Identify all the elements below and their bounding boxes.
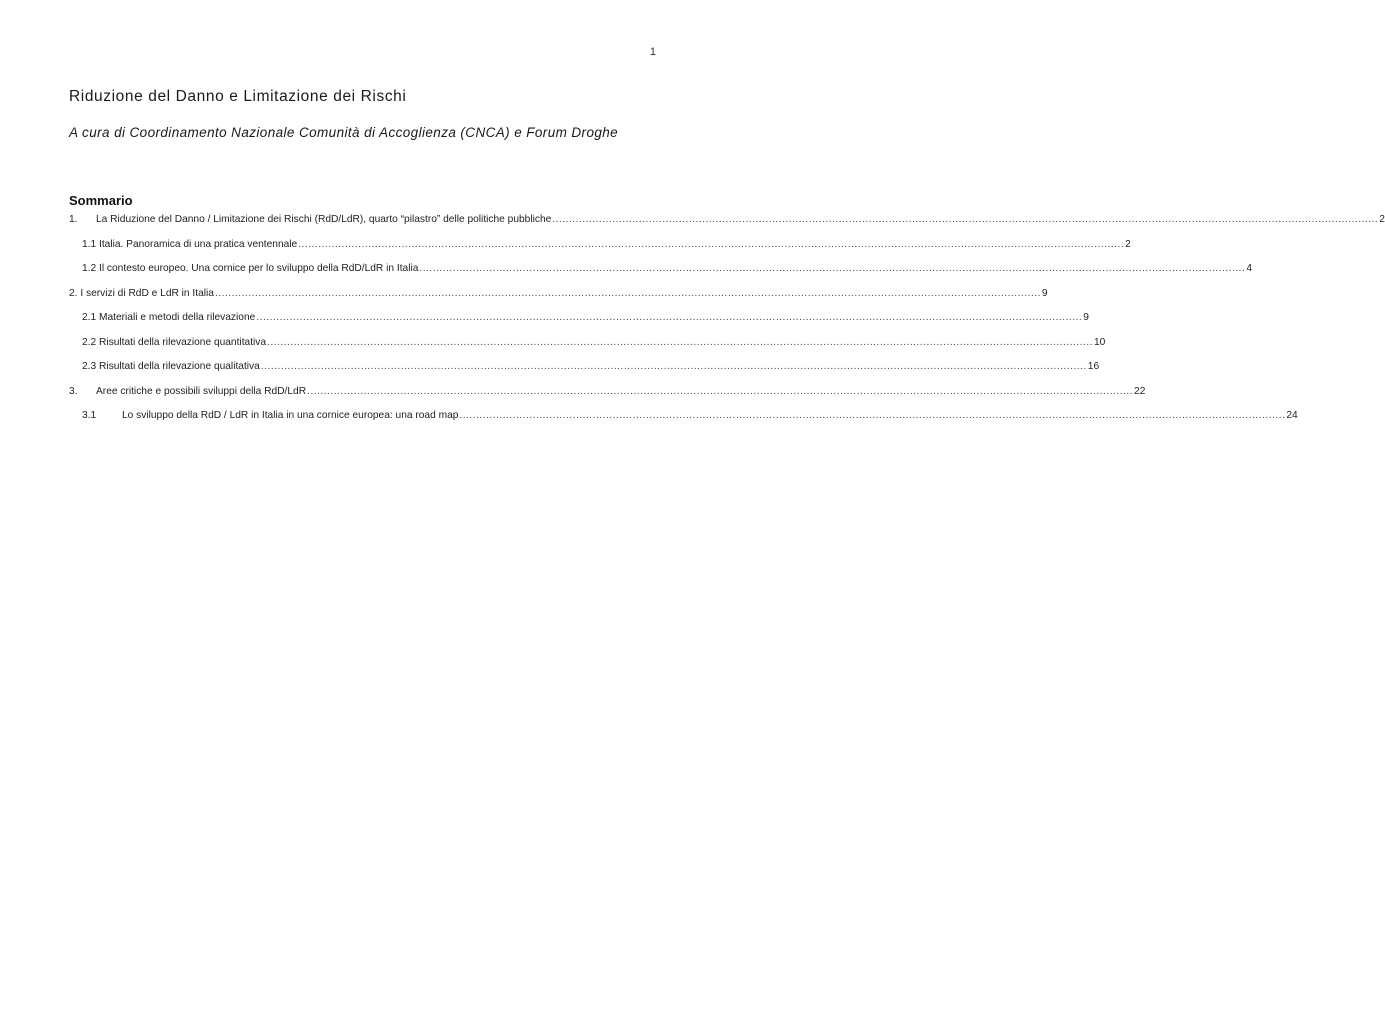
toc-entry-title[interactable]: 2.1 Materiali e metodi della rilevazione [82,312,256,323]
toc-entry-page[interactable]: 24 [1286,410,1298,421]
toc-entry-2-1[interactable] [69,312,1089,337]
toc-heading: Sommario [69,193,133,208]
toc-entry-1-1[interactable] [69,238,1131,264]
table-of-contents [69,214,1385,435]
toc-leader-dots [552,214,1378,225]
toc-entry-page[interactable]: 2 [1379,214,1385,225]
toc-entry-number: 3.1 [82,410,97,421]
toc-entry-title[interactable]: La Riduzione del Danno / Limitazione dei Rischi (RdD/LdR), quarto “pilastro” delle politiche pubbliche [96,214,552,225]
toc-entry-page[interactable]: 10 [1094,336,1106,348]
document-title: Riduzione del Danno e Limitazione dei Rischi [69,88,407,105]
toc-entry-page[interactable]: 9 [1041,287,1048,299]
toc-leader-dots [419,263,1245,274]
document-subtitle: A cura di Coordinamento Nazionale Comunità di Accoglienza (CNCA) e Forum Droghe [69,125,619,140]
toc-leader-dots [267,337,1093,348]
toc-entry-3[interactable] [69,385,1146,411]
toc-entry-page[interactable]: 4 [1246,263,1253,274]
toc-entry-title[interactable]: Aree critiche e possibili sviluppi della RdD/LdR [96,385,307,397]
toc-entry-number: 1. [69,214,78,225]
toc-entry-title[interactable]: 2.2 Risultati della rilevazione quantitativa [82,336,267,348]
toc-entry-title[interactable]: 2.3 Risultati della rilevazione qualitativa [82,361,260,372]
toc-entry-page[interactable]: 2 [1125,238,1131,250]
toc-entry-1-2[interactable] [69,263,1253,288]
toc-entry-title[interactable]: 1.2 Il contesto europeo. Una cornice per lo sviluppo della RdD/LdR in Italia [82,263,419,274]
toc-entry-2[interactable] [69,287,1048,313]
toc-leader-dots [261,361,1087,372]
page-number: 1 [649,46,656,58]
toc-entry-title[interactable]: Lo sviluppo della RdD / LdR in Italia in una cornice europea: una road map [122,410,459,421]
toc-entry-page[interactable]: 22 [1134,385,1146,397]
toc-entry-title[interactable]: 2. I servizi di RdD e LdR in Italia [69,287,214,299]
toc-entry-1[interactable] [69,214,1385,239]
toc-entry-3-1[interactable] [69,410,1298,435]
toc-entry-title[interactable]: 1.1 Italia. Panoramica di una pratica ventennale [82,238,298,250]
toc-entry-number: 3. [69,385,78,397]
toc-entry-2-2[interactable] [69,336,1106,362]
toc-leader-dots [215,288,1041,299]
toc-leader-dots [298,239,1124,250]
toc-leader-dots [256,312,1082,323]
toc-leader-dots [459,410,1285,421]
toc-entry-2-3[interactable] [69,361,1100,386]
toc-leader-dots [307,386,1133,397]
toc-entry-page[interactable]: 16 [1087,361,1100,372]
toc-entry-page[interactable]: 9 [1083,312,1089,323]
